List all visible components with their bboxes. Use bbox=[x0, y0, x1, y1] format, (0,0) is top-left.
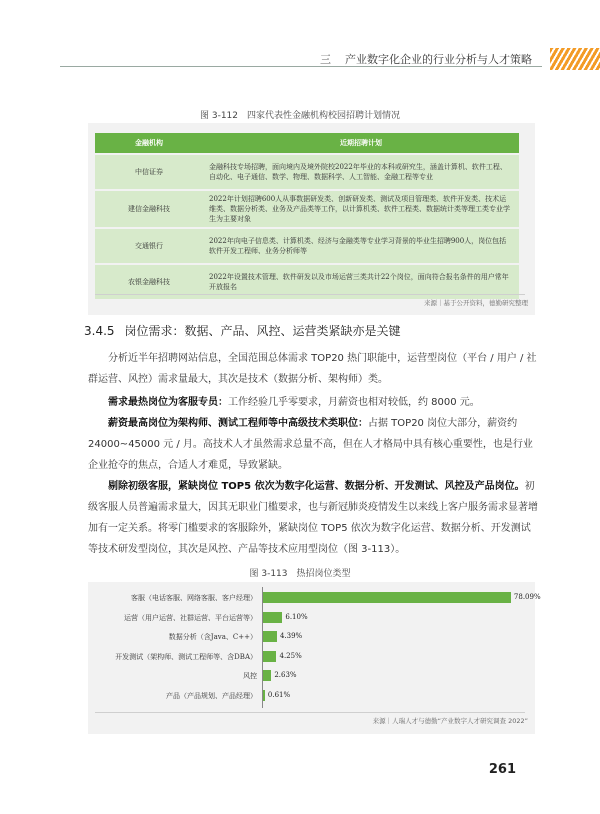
bar-category-label: 产品（产品规划、产品经理） bbox=[166, 692, 257, 700]
table-header-institution: 金融机构 bbox=[95, 133, 203, 153]
header-rule bbox=[60, 66, 542, 67]
paragraph bbox=[88, 476, 538, 560]
table-cell-plan: 2022年计划招聘600人从事数据研发类、创新研发类、测试及项目管理类、软件开发类、技术运维类、数据分析类、业务及产品类等工作，以计算机类、软件工程类、数据统计类等理工类专业学生为主要对象 bbox=[203, 191, 519, 227]
bar-value-label: 2.63% bbox=[274, 671, 297, 680]
paragraph-text: 初级客服人员普遍需求量大，因其无职业门槛要求，也与新冠肺炎疫情发生以来线上客户服务需求显著增加有一定关系。将零门槛要求的客服除外，紧缺岗位 TOP5 依次为数字化运营、数据分析、开发测试等技术研发型岗位，其次是风控、产品等技术应用型岗位（图 3-113）。 bbox=[88, 481, 538, 555]
section-title: 岗位需求：数据、产品、风控、运营类紧缺亦是关键 bbox=[124, 324, 401, 338]
paragraph-lead: 薪资最高岗位为架构师、测试工程师等中高级技术类职位： bbox=[108, 418, 368, 429]
running-header bbox=[320, 51, 532, 67]
bar bbox=[263, 670, 271, 681]
paragraph bbox=[88, 413, 538, 476]
header-stripe-decoration bbox=[550, 48, 600, 70]
bar bbox=[263, 612, 282, 623]
table-cell-institution: 农银金融科技 bbox=[95, 265, 203, 299]
paragraph: 分析近半年招聘网站信息，全国范围总体需求 TOP20 热门职能中，运营型岗位（平台 / 用户 / 社群运营、风控）需求量最大，其次是技术（数据分析、架构师）类。 bbox=[88, 353, 537, 385]
bar bbox=[263, 690, 265, 701]
bar-category-label: 客服（电话客服、网络客服、客户经理） bbox=[131, 594, 257, 602]
page-number: 261 bbox=[488, 762, 516, 777]
table-header-plan: 近期招聘计划 bbox=[203, 133, 519, 153]
table-cell-institution: 交通银行 bbox=[95, 229, 203, 263]
paragraph-lead: 剔除初级客服，紧缺岗位 TOP5 依次为数字化运营、数据分析、开发测试、风控及产品岗位。 bbox=[108, 481, 525, 492]
chapter-number: 三 bbox=[320, 53, 331, 66]
section-heading bbox=[84, 322, 401, 339]
source-divider bbox=[95, 712, 525, 713]
bar-value-label: 4.39% bbox=[279, 632, 303, 641]
table-cell-institution: 中信证券 bbox=[95, 155, 203, 189]
figure-source: 来源｜人瑞人才与德勤“产业数字人才研究调查 2022” bbox=[372, 717, 528, 725]
section-number: 3.4.5 bbox=[84, 324, 115, 338]
recruitment-table bbox=[95, 131, 519, 301]
paragraph-lead: 需求最热岗位为客服专员： bbox=[108, 397, 228, 408]
table-row bbox=[95, 229, 519, 263]
bar-value-label: 78.09% bbox=[513, 593, 541, 601]
paragraph-text: 占据 TOP20 岗位大部分，薪资约 24000~45000 元 / 月。高技术人才虽然需求总量不高，但在人才格局中具有核心重要性，也是行业企业抢夺的焦点，合适人才难觅，导致紧缺。 bbox=[88, 418, 533, 471]
table-cell-institution: 建信金融科技 bbox=[95, 191, 203, 227]
table-row bbox=[95, 155, 519, 189]
table-cell-plan: 2022年设置技术管理、软件研发以及市场运营三类共计22个岗位，面向符合报名条件的用户常年开放报名 bbox=[203, 265, 519, 299]
bar-category-label: 风控 bbox=[243, 672, 257, 681]
bar-value-label: 4.25% bbox=[279, 651, 302, 660]
table-cell-plan: 2022年向电子信息类、计算机类、经济与金融类等专业学习背景的毕业生招聘900人，岗位包括软件开发工程师、业务分析师等 bbox=[203, 229, 519, 263]
chapter-title: 产业数字化企业的行业分析与人才策略 bbox=[345, 53, 532, 66]
figure-title: 图 3-112 四家代表性金融机构校园招聘计划情况 bbox=[199, 111, 400, 121]
table-row bbox=[95, 191, 519, 227]
bar bbox=[263, 631, 277, 642]
table-cell-plan: 金融科技专场招聘，面向境内及境外院校2022年毕业的本科或研究生，涵盖计算机、软件工程、自动化、电子通信、数学、物理、数据科学、人工智能、金融工程等专业 bbox=[203, 155, 519, 189]
bar-value-label: 0.61% bbox=[267, 691, 291, 699]
bar-category-label: 数据分析（含Java、C++） bbox=[168, 633, 257, 642]
figure-source: 来源｜基于公开资料，德勤研究整理 bbox=[424, 299, 528, 307]
bar-value-label: 6.10% bbox=[285, 612, 308, 621]
source-divider bbox=[95, 294, 525, 295]
bar bbox=[263, 592, 511, 603]
figure-title: 图 3-113 热招岗位类型 bbox=[249, 569, 351, 579]
paragraph-text: 工作经验几乎零要求，月薪资也相对较低，约 8000 元。 bbox=[228, 397, 480, 408]
paragraph bbox=[88, 392, 538, 413]
bar-category-label: 开发测试（架构师、测试工程师等、含DBA） bbox=[115, 652, 257, 661]
bar bbox=[263, 651, 276, 662]
bar-category-label: 运营（用户运营、社群运营、平台运营等） bbox=[124, 613, 257, 622]
